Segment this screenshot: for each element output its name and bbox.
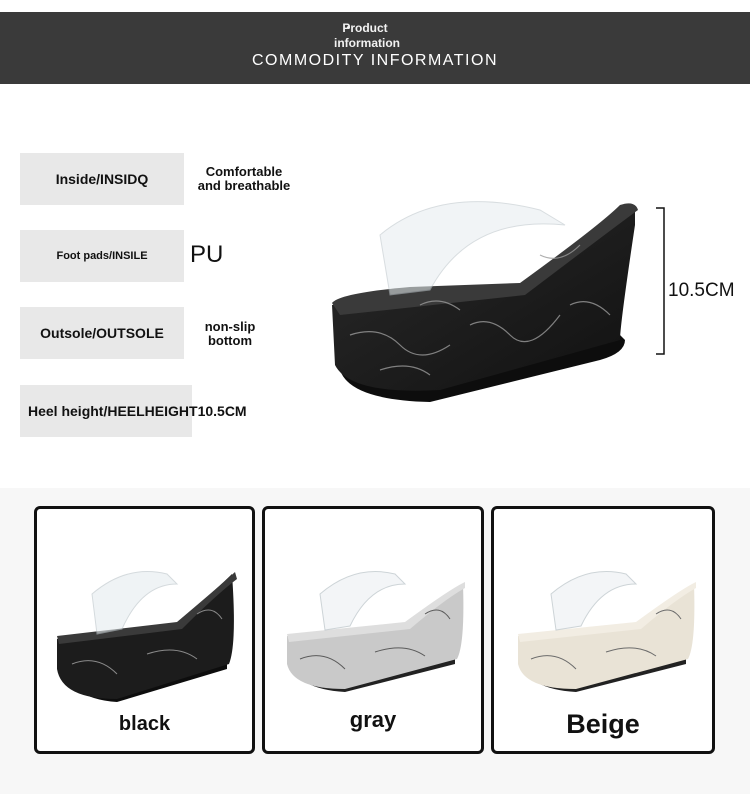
- spec-value-outsole-line2: bottom: [207, 333, 253, 348]
- spec-value-inside: [190, 165, 298, 193]
- header-line-product: Product: [342, 21, 388, 35]
- shoe-black-image: [47, 564, 247, 714]
- color-label-beige: Beige: [566, 709, 640, 739]
- section-header: [0, 12, 750, 84]
- header-title: COMMODITY INFORMATION: [251, 52, 498, 69]
- spec-value-foot-pads: PU: [190, 241, 224, 268]
- shoe-beige-image: [506, 564, 706, 714]
- color-label-black: black: [118, 713, 171, 735]
- heel-height-measurement: 10.5CM: [668, 280, 735, 301]
- spec-label-inside: Inside/INSIDQ: [20, 153, 184, 205]
- color-card-beige[interactable]: [491, 506, 715, 754]
- color-card-black[interactable]: [34, 506, 255, 754]
- height-bracket-icon: [656, 207, 666, 355]
- spec-label-foot-pads: Foot pads/INSILE: [20, 230, 184, 282]
- shoe-gray-image: [275, 564, 475, 714]
- spec-value-outsole-line1: non-slip: [204, 319, 256, 334]
- hero-shoe-image: [320, 195, 650, 410]
- spec-label-heel-height: Heel height/HEELHEIGHT10.5CM: [20, 385, 192, 437]
- spec-label-outsole: Outsole/OUTSOLE: [20, 307, 184, 359]
- color-card-gray[interactable]: [262, 506, 484, 754]
- spec-value-outsole: [196, 320, 264, 348]
- top-strip: [0, 0, 750, 12]
- color-label-gray: gray: [349, 707, 397, 732]
- spec-value-inside-line2: and breathable: [197, 178, 291, 193]
- spec-value-inside-line1: Comfortable: [205, 164, 283, 179]
- header-line-information: information: [334, 36, 400, 50]
